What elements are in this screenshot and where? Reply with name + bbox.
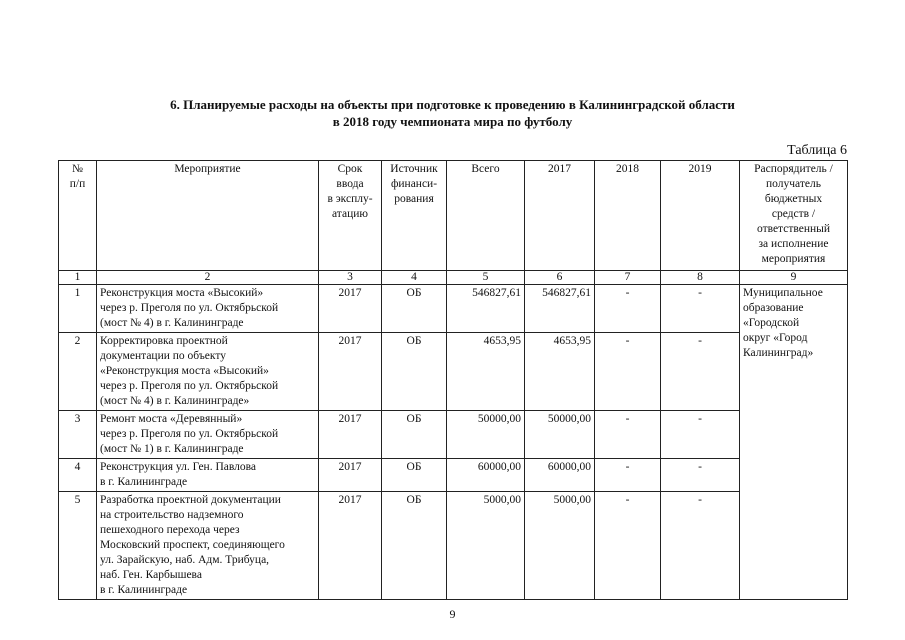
header-line: получатель (766, 178, 821, 190)
header-line: за исполнение (758, 238, 829, 250)
row-event (97, 459, 319, 492)
header-line: рования (394, 193, 434, 205)
row-term: 2017 (319, 333, 382, 411)
row-term: 2017 (319, 459, 382, 492)
header-line: № (72, 163, 83, 175)
expenses-table (58, 160, 848, 600)
header-line: финанси- (390, 178, 438, 190)
header-line: в эксплу- (327, 193, 373, 205)
event-line: пешеходного перехода через (100, 524, 240, 536)
row-source: ОБ (382, 459, 447, 492)
row-number: 2 (59, 333, 97, 411)
header-2018: 2018 (595, 161, 661, 271)
header-num (59, 161, 97, 271)
event-line: Московский проспект, соединяющего (100, 539, 285, 551)
row-total: 5000,00 (447, 492, 525, 600)
title-line-1: 6. Планируемые расходы на объекты при подготовке к проведению в Калининградской области (170, 97, 735, 112)
row-2017: 60000,00 (525, 459, 595, 492)
header-line: бюджетных (764, 193, 823, 205)
table-row (59, 285, 848, 333)
row-term: 2017 (319, 285, 382, 333)
document-title (0, 96, 905, 130)
event-line: «Реконструкция моста «Высокий» (100, 365, 269, 377)
event-line: через р. Преголя по ул. Октябрьской (100, 380, 279, 392)
table-row (59, 459, 848, 492)
row-event (97, 492, 319, 600)
header-line: Источник (390, 163, 438, 175)
row-event (97, 285, 319, 333)
col-number: 8 (661, 271, 740, 285)
col-number: 9 (740, 271, 848, 285)
event-line: (мост № 1) в г. Калининграде (100, 443, 244, 455)
row-2017: 4653,95 (525, 333, 595, 411)
col-number: 7 (595, 271, 661, 285)
row-total: 50000,00 (447, 411, 525, 459)
page-number: 9 (449, 607, 456, 621)
owner-line: образование (743, 302, 804, 314)
header-line: мероприятия (761, 253, 826, 265)
header-line: Распорядитель / (754, 163, 833, 175)
event-line: документации по объекту (100, 350, 226, 362)
row-number: 5 (59, 492, 97, 600)
row-2019: - (661, 285, 740, 333)
col-number: 2 (97, 271, 319, 285)
event-line: в г. Калининграде (100, 584, 188, 596)
table-label: Таблица 6 (787, 143, 847, 158)
col-number: 4 (382, 271, 447, 285)
row-2019: - (661, 459, 740, 492)
row-term: 2017 (319, 492, 382, 600)
column-number-row (59, 271, 848, 285)
row-2018: - (595, 333, 661, 411)
row-event (97, 333, 319, 411)
col-number: 5 (447, 271, 525, 285)
header-line: атацию (332, 208, 368, 220)
row-total: 60000,00 (447, 459, 525, 492)
event-line: в г. Калининграде (100, 476, 188, 488)
header-source (382, 161, 447, 271)
row-2017: 546827,61 (525, 285, 595, 333)
event-line: Разработка проектной документации (100, 494, 281, 506)
header-line: ввода (336, 178, 364, 190)
row-source: ОБ (382, 285, 447, 333)
event-line: Реконструкция моста «Высокий» (100, 287, 264, 299)
event-line: Корректировка проектной (100, 335, 228, 347)
table-row (59, 333, 848, 411)
header-line: ответственный (756, 223, 831, 235)
event-line: через р. Преголя по ул. Октябрьской (100, 302, 279, 314)
event-line: наб. Ген. Карбышева (100, 569, 202, 581)
row-term: 2017 (319, 411, 382, 459)
event-line: ул. Зарайскую, наб. Адм. Трибуца, (100, 554, 270, 566)
header-2017: 2017 (525, 161, 595, 271)
row-source: ОБ (382, 333, 447, 411)
row-2019: - (661, 333, 740, 411)
header-owner (740, 161, 848, 271)
row-owner (740, 285, 848, 600)
row-2019: - (661, 492, 740, 600)
row-number: 4 (59, 459, 97, 492)
row-total: 4653,95 (447, 333, 525, 411)
col-number: 6 (525, 271, 595, 285)
header-line: средств / (771, 208, 816, 220)
header-event: Мероприятие (97, 161, 319, 271)
header-2019: 2019 (661, 161, 740, 271)
owner-line: «Городской (743, 317, 800, 329)
row-event (97, 411, 319, 459)
row-2017: 50000,00 (525, 411, 595, 459)
event-line: (мост № 4) в г. Калининграде» (100, 395, 250, 407)
col-number: 3 (319, 271, 382, 285)
row-2018: - (595, 492, 661, 600)
col-number: 1 (59, 271, 97, 285)
row-source: ОБ (382, 411, 447, 459)
row-2018: - (595, 459, 661, 492)
table-row (59, 492, 848, 600)
header-total: Всего (447, 161, 525, 271)
row-2018: - (595, 411, 661, 459)
event-line: Реконструкция ул. Ген. Павлова (100, 461, 257, 473)
row-total: 546827,61 (447, 285, 525, 333)
row-number: 3 (59, 411, 97, 459)
owner-line: Калининград» (743, 347, 814, 359)
header-row (59, 161, 848, 271)
owner-line: Муниципальное (743, 287, 823, 299)
owner-line: округ «Город (743, 332, 808, 344)
row-source: ОБ (382, 492, 447, 600)
event-line: на строительство надземного (100, 509, 244, 521)
table-row (59, 411, 848, 459)
header-term (319, 161, 382, 271)
title-line-2: в 2018 году чемпионата мира по футболу (332, 114, 573, 129)
row-number: 1 (59, 285, 97, 333)
event-line: через р. Преголя по ул. Октябрьской (100, 428, 279, 440)
event-line: (мост № 4) в г. Калининграде (100, 317, 244, 329)
row-2017: 5000,00 (525, 492, 595, 600)
event-line: Ремонт моста «Деревянный» (100, 413, 243, 425)
row-2019: - (661, 411, 740, 459)
header-line: п/п (69, 178, 86, 190)
row-2018: - (595, 285, 661, 333)
header-line: Срок (337, 163, 363, 175)
